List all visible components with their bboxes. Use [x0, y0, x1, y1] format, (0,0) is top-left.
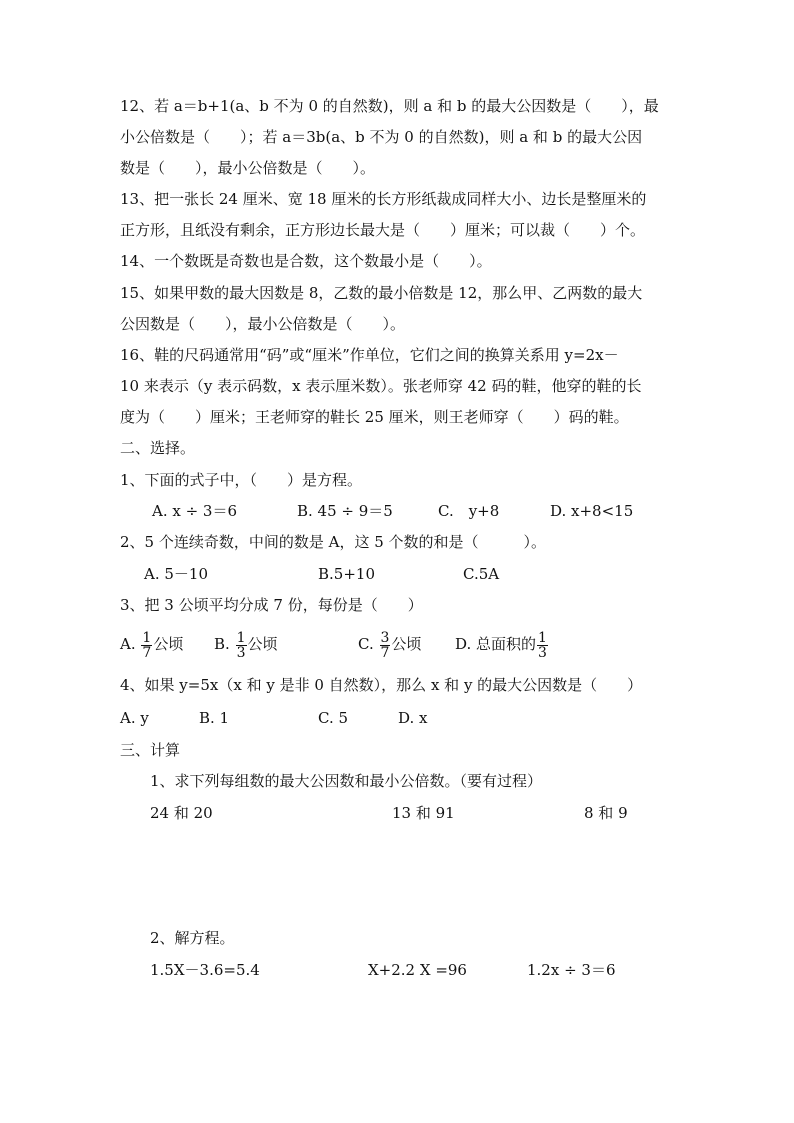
option-a-unit: 公顷 — [153, 635, 184, 653]
section-3-title: 三、计算 — [120, 741, 181, 759]
denominator: 7 — [380, 644, 390, 661]
calc-q2-stem: 2、解方程。 — [150, 929, 235, 947]
option-b-prefix: B. — [214, 635, 230, 653]
mc-q1-option-b: B. 45 ÷ 9＝5 — [297, 502, 393, 520]
mc-q1-option-a: A. x ÷ 3＝6 — [152, 502, 238, 520]
calc-q1-pair-2: 13 和 91 — [392, 804, 455, 822]
q16-line-2: 10 来表示（y 表示码数，x 表示厘米数）。张老师穿 42 码的鞋，他穿的鞋的长 — [120, 377, 642, 395]
mc-q3-stem: 3、把 3 公顷平均分成 7 份，每份是（ ） — [120, 596, 423, 614]
calc-q2-eq-1: 1.5X－3.6=5.4 — [150, 961, 260, 979]
fraction — [537, 631, 548, 660]
option-a-prefix: A. — [120, 635, 136, 653]
fraction — [236, 631, 247, 660]
denominator: 3 — [538, 644, 547, 661]
q16-line-3: 度为（ ）厘米；王老师穿的鞋长 25 厘米，则王老师穿（ ）码的鞋。 — [120, 408, 629, 426]
calc-q1-stem: 1、求下列每组数的最大公因数和最小公倍数。（要有过程） — [150, 772, 543, 790]
numerator: 1 — [142, 629, 152, 646]
mc-q3-option-a — [120, 626, 183, 662]
mc-q1-stem: 1、下面的式子中，（ ）是方程。 — [120, 471, 363, 489]
calc-q2-eq-3: 1.2x ÷ 3＝6 — [527, 961, 616, 979]
option-c-prefix: C. — [358, 635, 374, 653]
q15-line-1: 15、如果甲数的最大因数是 8，乙数的最小倍数是 12，那么甲、乙两数的最大 — [120, 284, 643, 302]
option-d-prefix: D. 总面积的 — [455, 635, 537, 653]
numerator: 1 — [538, 629, 547, 646]
q13-line-2: 正方形，且纸没有剩余，正方形边长最大是（ ）厘米；可以裁（ ）个。 — [120, 221, 646, 239]
mc-q2-option-a: A. 5－10 — [144, 565, 208, 583]
mc-q2-stem: 2、5 个连续奇数，中间的数是 A，这 5 个数的和是（ ）。 — [120, 533, 547, 551]
mc-q4-option-a: A. y — [120, 709, 149, 727]
q12-line-2: 小公倍数是（ ）；若 a＝3b(a、b 不为 0 的自然数)，则 a 和 b 的最大公因 — [120, 128, 643, 146]
mc-q2-option-b: B.5+10 — [318, 565, 375, 583]
numerator: 1 — [236, 629, 246, 646]
calc-q1-pair-3: 8 和 9 — [584, 804, 628, 822]
option-b-unit: 公顷 — [247, 635, 278, 653]
mc-q3-option-c — [358, 626, 421, 662]
option-c-unit: 公顷 — [391, 635, 422, 653]
mc-q1-option-d: D. x+8<15 — [550, 502, 634, 520]
q16-line-1: 16、鞋的尺码通常用“码”或“厘米”作单位，它们之间的换算关系用 y=2x－ — [120, 346, 619, 364]
q14-line: 14、一个数既是奇数也是合数，这个数最小是（ ）。 — [120, 252, 492, 270]
calc-q2-eq-2: X+2.2 X =96 — [368, 961, 467, 979]
mc-q4-option-b: B. 1 — [199, 709, 230, 727]
mc-q4-stem: 4、如果 y=5x（x 和 y 是非 0 自然数），那么 x 和 y 的最大公因数是（ ） — [120, 676, 643, 694]
mc-q4-option-c: C. 5 — [318, 709, 349, 727]
mc-q2-option-c: C.5A — [463, 565, 500, 583]
q12-line-1: 12、若 a＝b+1(a、b 不为 0 的自然数)，则 a 和 b 的最大公因数是（ ），最 — [120, 97, 659, 115]
mc-q1-option-c: C. y+8 — [438, 502, 500, 520]
mc-q4-option-d: D. x — [398, 709, 428, 727]
q12-line-3: 数是（ ），最小公倍数是（ ）。 — [120, 159, 376, 177]
q13-line-1: 13、把一张长 24 厘米、宽 18 厘米的长方形纸裁成同样大小、边长是整厘米的 — [120, 190, 647, 208]
mc-q3-option-b — [214, 626, 278, 662]
denominator: 7 — [142, 644, 152, 661]
q15-line-2: 公因数是（ ），最小公倍数是（ ）。 — [120, 315, 406, 333]
section-2-title: 二、选择。 — [120, 439, 196, 457]
mc-q3-option-d — [455, 626, 549, 662]
calc-q1-pair-1: 24 和 20 — [150, 804, 213, 822]
denominator: 3 — [236, 644, 246, 661]
fraction — [380, 631, 391, 660]
numerator: 3 — [380, 629, 390, 646]
fraction — [141, 631, 152, 660]
